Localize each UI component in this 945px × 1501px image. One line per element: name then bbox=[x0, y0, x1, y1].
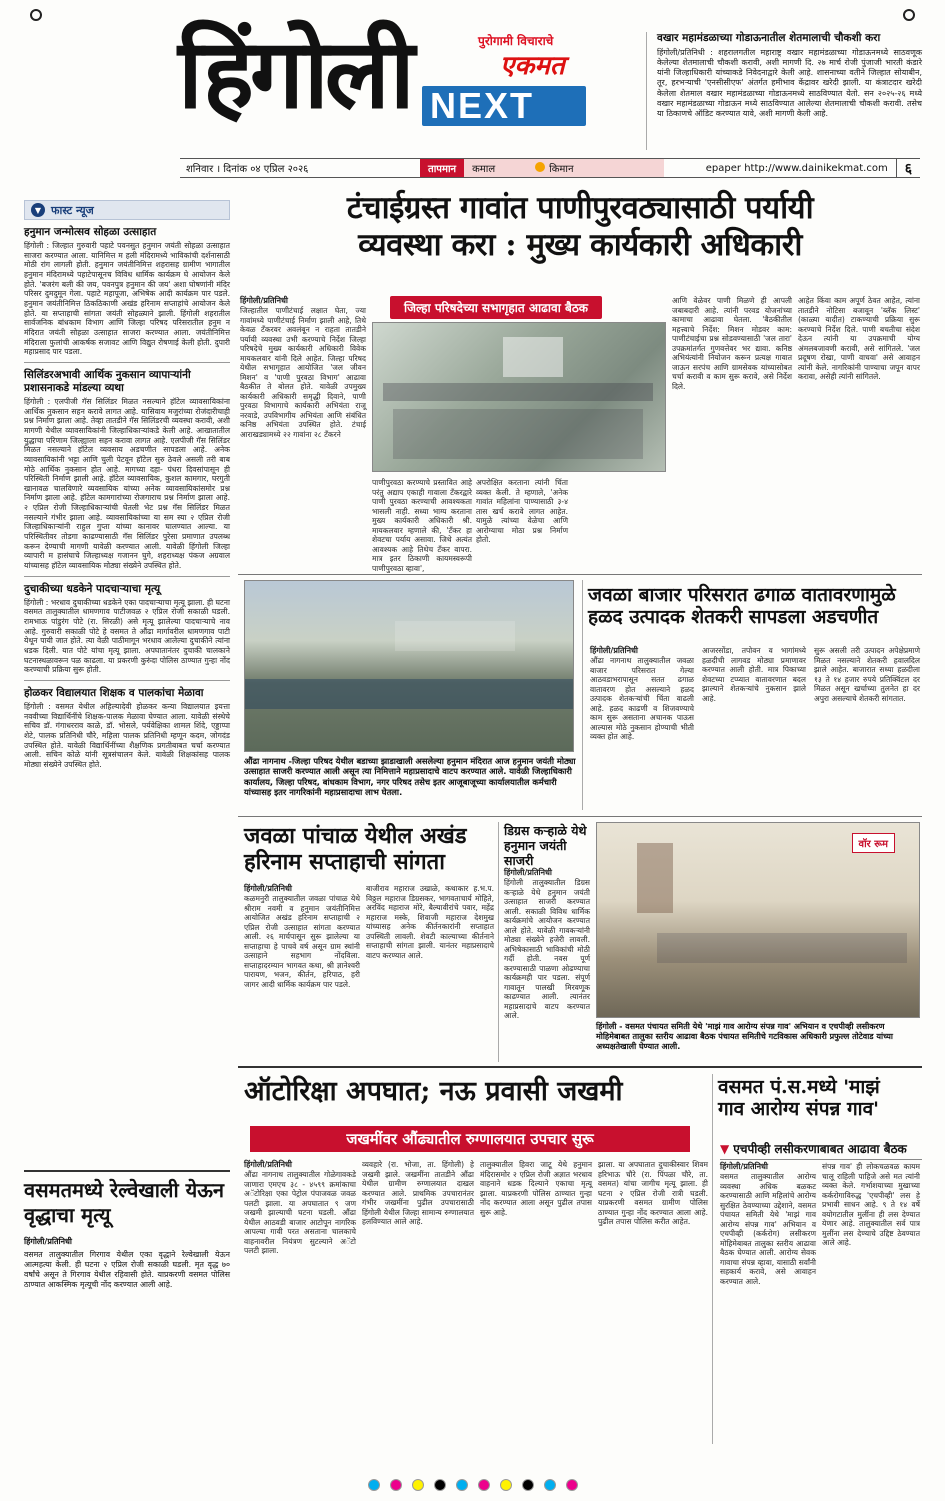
registration-marks bbox=[30, 8, 915, 22]
news-item bbox=[24, 226, 230, 357]
lead-column-2: पाणीपुरवठा करण्याचे प्रस्तावित आहे परंतु अद्याप एकाही गावाला टँकरद्वारे पाणी पुरवठा करण्याची आवश्यकता भासली नाही. सध्या भाग्य करताना मुख्य कार्यकारी अधिकारी श्री. मायकलवार म्हणाले की, 'टँकर हा शेवटचा पर्याय असावा. जिथे अत्यंत आवश्यक आहे तिथेच टँकर वापरा. मात्र इतर ठिकाणी कायमस्वरूपी पाणीपुरवठा व्हावा', bbox=[372, 478, 472, 573]
color-swatch bbox=[566, 1479, 578, 1491]
lead-column-4: आणि वेळेवर पाणी मिळणे ही आपली जबाबदारी आहे. त्यांनी परवड योजनांच्या कामाचा आढावा घेतला. 'बैठकीतील महत्त्वाचे निर्देश: मिशन मोडवर काम: पाणीटंचाईचा प्रश्न सोडवण्यासाठी 'जल तारा' उपक्रमांतर्गत गुणवत्तेवर भर द्यावा. कनिष्ठ अभियंत्यांनी नियोजन करून प्रत्यक्ष गावात जाऊन सरपंच आणि ग्रामसेवक यांच्यासोबत चर्चा करावी व काम सुरू करावे, असे निर्देश दिले. bbox=[672, 296, 792, 391]
digras-column bbox=[504, 868, 590, 1060]
divider bbox=[24, 680, 230, 681]
color-swatch bbox=[390, 1479, 402, 1491]
vasmat-railway-story bbox=[24, 1170, 230, 1290]
lead-strap: जिल्हा परिषदेच्या सभागृहात आढावा बैठक bbox=[390, 296, 602, 319]
news-item-body: हिंगोली : जिल्हात गुरुवारी पहाटे पवनसुत हनुमान जयंती सोहळा उत्साहात साजरा करण्यात आला. यानिमित्त म हली मंदिरामध्ये भाविकांची दर्शनासाठी मोठी रांग लागली होती. हनुमान जयंतीनिमित्त शहरासह ग्रामीण भागातील हनुमान मंदिरामध्ये पहाटेपासूनच विविध धार्मिक कार्यक्रम घे आयोजन केले होते. 'बजरंग बली की जय, पवनपुत्र हनुमान की जय' अशा घोषणांनी मंदिर परिसर दुमदुमून गेला. पहाटे महापूजा, अभिषेक आदी कार्यक्रम पार पडले. हनुमान जयंतीनिमित्त ठिकठिकाणी अखंड हरिनाम सप्ताहांचे आयोजन केले होते. या सप्ताहाची सांगता जयंती सोहळ्याने झाली. हिंगोली शहरातील सार्वजनिक बांधकाम विभाग आणि जिल्हा परिषद परिसरातील हनुम न मंदिरात जयंती सोहळा उत्साहात साजरा करण्यात आला. जयंतीनिमित्त मंदिराला फुलांची आकर्षक सजावट आणि विद्युत रोषणाई केली होती. दुपारी महाप्रसाद पार पडला. bbox=[24, 241, 230, 357]
lead-strap-wrap bbox=[390, 296, 602, 319]
news-item bbox=[24, 369, 230, 571]
page-number: ६ bbox=[896, 159, 920, 178]
divider bbox=[498, 822, 499, 1062]
color-swatch bbox=[368, 1479, 380, 1491]
issue-date: शनिवार । दिनांक ०४ एप्रिल २०२६ bbox=[186, 164, 309, 175]
digras-byline: हिंगोली/प्रतिनिधी bbox=[504, 868, 553, 877]
weather-column-3: सुरू असली तरी उत्पादन अपेक्षेप्रमाणे मिळत नसल्याने शेतकरी हवालदिल झाले आहेत. बाजारात सध्या हळदीला १३ ते १४ हजार रुपये प्रतिक्विंटल दर मिळत असून खर्चाच्या तुलनेत हा दर अपुरा असल्याचे शेतकरी सांगतात. bbox=[814, 646, 920, 703]
auto-accident-headline: ऑटोरिक्षा अपघात; नऊ प्रवासी जखमी bbox=[244, 1076, 623, 1107]
maza-gaon-column-1-text: वसमत तालुक्यातील आरोग्य व्यवस्था अधिक बळकट करण्यासाठी आणि महिलांचे आरोग्य सुरक्षित ठेवण्याच्या उद्देशाने, वसमत पंचायत समिती येथे 'माझं गाव आरोग्य संपन्न गाव' अभियान व एचपीव्ही (कर्करोग) लसीकरण मोहिमेबाबत तालुका स्तरीय आढावा बैठक घेण्यात आली. आरोग्य सेवक गावाचा संपन्न व्हावा, यासाठी सर्वांनी सहकार्य करावे, असे आवाहन करण्यात आले. bbox=[720, 1172, 816, 1286]
maza-gaon-headline-line-1: वसमत पं.स.मध्ये 'माझं bbox=[718, 1076, 880, 1098]
maza-gaon-column-2: संपन्न गाव' ही लोकचळवळ कायम चालू राहिली पाहिजे असे मत त्यांनी व्यक्त केले. गर्भाशयाच्या मुखाच्या कर्करोगाविरुद्ध 'एचपीव्ही' लस हे प्रभावी साधन आहे. ९ ते १४ वर्षे वयोगटातील मुलींना ही लस देण्यात येणार आहे. तालुक्यातील सर्व पात्र मुलींना लस देण्याचे उद्दिष्ट ठेवण्यात आले आहे. bbox=[822, 1162, 920, 1248]
harinam-headline-line-2: हरिनाम सप्ताहाची सांगता bbox=[244, 848, 445, 875]
bullet-icon: ▼ bbox=[720, 1142, 730, 1156]
lead-column-4-overflow bbox=[574, 478, 666, 568]
maza-gaon-strap bbox=[720, 1140, 922, 1160]
color-swatch bbox=[456, 1479, 468, 1491]
top-story-body: हिंगोली/प्रतिनिधी : शहरालगतील महाराष्ट्र वखार महामंडळाच्या गोडाऊनमध्ये साठवणूक केलेल्या शेतमालाची चौकशी करावी, अशी मागणी दि. २७ मार्च रोजी पुंजाजी भारती कंडारे यांनी जिल्हाधिकारी यांच्याकडे निवेदनाद्वारे केली आहे. शासनाच्या वतीने जिल्हात सोयाबीन, तूर, हरभऱ्याची 'एनसीसीएफ' अंतर्गत हमीभाव केंद्रावर खरेदी झाली. या कंत्राटदार खरेदी केलेला शेतमाल वखार महामंडळाच्या गोडाऊनमध्ये साठविण्यात येतो. सन २०२५-२६ मध्ये वखार महामंडळाच्या गोडाऊन मध्ये साठविण्यात आलेल्या शेतमालाची चौकशी करावी. तसेच या ठिकाणचे ऑडिट करण्यात यावे, अशी मागणी केली आहे. bbox=[657, 47, 922, 118]
auto-column-1 bbox=[244, 1160, 356, 1432]
lead-column-3: अपरोक्षित करताना त्यांनी चिंता व्यक्त केली. ते म्हणाले, 'अनेक गावांत महिलांना पाण्यासाठी ३-४ तास खर्च करावे लागत आहेत. यामुळे त्यांच्या वेळेचा आणि आरोग्याचा मोठा प्रश्न निर्माण होतो. bbox=[476, 478, 568, 545]
sun-icon bbox=[535, 162, 545, 172]
maza-gaon-byline: हिंगोली/प्रतिनिधी bbox=[720, 1162, 769, 1171]
digras-headline-line-2: हनुमान जयंती साजरी bbox=[504, 837, 567, 868]
news-item bbox=[24, 583, 230, 675]
auto-column-2: व्यवहारे (रा. भोजा, ता. हिंगोली) हे जखमी झाले. जखमींना तातडीने औंढा येथील ग्रामीण रुग्णालयात दाखल करण्यात आले. प्राथमिक उपचारानंतर गंभीर जखमींना पुढील उपचारासाठी हिंगोली येथील जिल्हा सामान्य रुग्णालयात हलविण्यात आले आहे. bbox=[362, 1160, 474, 1227]
digras-headline-line-1: डिग्रस कऱ्हाळे येथे bbox=[504, 823, 587, 838]
lead-byline: हिंगोली/प्रतिनिधी bbox=[240, 296, 289, 305]
lead-headline-line-2: व्यवस्था करा : मुख्य कार्यकारी अधिकारी bbox=[358, 227, 802, 264]
color-swatch bbox=[434, 1479, 446, 1491]
lead-story bbox=[238, 190, 922, 264]
harinam-headline-line-1: जवळा पांचाळ येथील अखंड bbox=[244, 823, 467, 849]
weather-max: कमाल bbox=[472, 164, 496, 175]
lead-column-1 bbox=[240, 296, 366, 532]
masthead-next-logo: NEXT bbox=[422, 86, 586, 126]
auto-accident-strap: जखमींवर औंढ्यातील रुग्णालयात उपचार सुरू bbox=[250, 1126, 690, 1152]
news-item bbox=[24, 687, 230, 770]
news-item-title: दुचाकीच्या धडकेने पादचाऱ्याचा मृत्यू bbox=[24, 582, 161, 595]
registration-mark-icon bbox=[30, 9, 42, 21]
lead-headline-line-1: टंचाईग्रस्त गावांत पाणीपुरवठ्यासाठी पर्यायी bbox=[346, 190, 814, 226]
weather-headline-line-2: हळद उत्पादक शेतकरी सापडला अडचणीत bbox=[588, 606, 879, 629]
harinam-headline bbox=[244, 824, 504, 876]
lead-column-5: आहेत किंवा काम अपूर्ण ठेवत आहेत, त्यांना तातडीने नोटिसा बजावून 'ब्लॅक लिस्ट' (काळ्या यादीत) टाकण्याची प्रक्रिया सुरू करण्याचे निर्देश दिले. पाणी बचतीचा संदेश देऊन त्यांनी या उपक्रमाची योग्य अंमलबजावणी करावी, असे सांगितले. 'जल प्रदूषण रोखा, पाणी वाचवा' असे आवाहन त्यांनी केले. नागरिकांनी पाण्याचा जपून वापर करावा, असेही त्यांनी सांगितले. bbox=[798, 296, 920, 382]
date-strip bbox=[180, 158, 920, 178]
weather-byline: हिंगोली/प्रतिनिधी bbox=[590, 646, 639, 655]
top-story-title: वखार महामंडळाच्या गोडाऊनातील शेतमालाची चौकशी करा bbox=[657, 32, 881, 44]
divider bbox=[24, 362, 230, 363]
color-swatch bbox=[544, 1479, 556, 1491]
divider bbox=[238, 816, 922, 817]
harinam-byline: हिंगोली/प्रतिनिधी bbox=[244, 884, 293, 893]
weather-column-1 bbox=[590, 646, 694, 810]
news-item-body: हिंगोली : एलपीजी गॅस सिलिंडर मिळत नसल्याने हॉटेल व्यावसायिकांना आर्थिक नुकसान सहन करावे लागत आहे. यासिवाय मजुरांच्या रोजंदारीचाही प्रश्न निर्माण झाला आहे. तेव्हा तातडीने गॅस सिलिंडरची व्यवस्था करावी, अशी मागणी येथील व्यावसायिकांनी जिल्हाधिकाऱ्यांकडे केली आहे. आखातातील युद्धाचा परिणाम जिल्ह्याला सहन करावा लागत आहे. एलपीजी गॅस सिलिंडर मिळत नसल्याने हॉटेल व्यवसाय अडचणीत सापडला आहे. अनेक व्यावसायिकांनी भट्टा आणि चुली पेटवून हॉटेल सुरु ठेवले असली तरी बाब मोठे आर्थिक नुकसान होत आहे. मागच्या दहा- पंधरा दिवसांपासून ही परिस्थिती निर्माण झाली आहे. हॉटेल व्यावसायिक, कुशल कामगार, घरगुती खानावळ चालविणारे व्यवसायिक यांच्या अनेक व्यावसायिकांसमोर प्रश्न निर्माण झाला आहे. हॉटेल कामगारांच्या रोजगाराच प्रश्न निर्माण झाला आहे. २ एप्रिल रोजी जिल्हाधिकाऱ्यांची घेतली भेट प्रश्न गॅस सिलिंडर मिळत नसल्याने गंभीर झाला आहे. व्यावसायिकांच्या या सम स्या २ एप्रिल रोजी जिल्हाधिकाऱ्यांनी राहुल गुप्ता यांच्या कानावर घालण्यात आल्या. या परिस्थितीवर तोडगा काढण्यासाठी गॅस सिलिंडर पुरेसा प्रमाणात उपलब्ध करून देण्याची मागणी यावेळी करण्यात आली. यावेळी हिंगोली जिल्हा व्यापारी म हासंघाचे जिल्हाध्यक्ष गजानन घुगे, शहराध्यक्ष पंकज अग्रवाल यांच्यासह हॉटेल व्यावसायिक मोठ्या संख्येने उपस्थित होते. bbox=[24, 397, 230, 570]
war-room-banner: वॉर रूम bbox=[852, 833, 895, 853]
news-item-title: हनुमान जन्मोत्सव सोहळा उत्साहात bbox=[24, 226, 157, 238]
vasmat-body: वसमत तालुक्यातील गिरगाव येथील एका वृद्धाने रेल्वेखाली येऊन आत्महत्या केली. ही घटना २ एप्रिल रोजी सकाळी घडली. मृत वृद्ध ७० वर्षांचे असून ते गिरगाव येथील रहिवासी होते. याप्रकरणी वसमत पोलिस ठाण्यात आकस्मिक मृत्यूची नोंद करण्यात आली आहे. bbox=[24, 1250, 230, 1289]
vasmat-headline: वसमतमध्ये रेल्वेखाली येऊन वृद्धाचा मृत्यू bbox=[24, 1170, 230, 1228]
auto-column-3: तालुक्यातील हिवरा जाटू येथे हनुमान मंदिरासमोर २ एप्रिल रोजी अज्ञात भरधाव वाहनाने धडक दिल्याने एकाचा मृत्यू झाला. याप्रकरणी पोलिस ठाण्यात गुन्हा नोंद करण्यात आला असून पुढील तपास सुरू आहे. bbox=[480, 1160, 592, 1217]
weather-headline-line-1: जवळा बाजार परिसरात ढगाळ वातावरणामुळे bbox=[588, 584, 896, 606]
color-swatch bbox=[522, 1479, 534, 1491]
news-item-body: हिंगोली : भरधाव दुचाकीच्या धडकेने एका पादचाऱ्याचा मृत्यू झाला. ही घटना वसमत तालुक्यातील धामणगाव पाटीजवळ २ एप्रिल रोजी सकाळी घडली. रामभाऊ पांडुरंग पोटे (रा. सिरळी) असे मृत्यू झालेल्या पादचाऱ्याचे नाव आहे. गुरुवारी सकाळी पोटे हे वसमत ते औंढा मार्गावरील धामणगाव पाटी येथून पायी जात होते. त्या वेळी पाठीमागून भरधाव आलेल्या दुचाकीने त्यांना धडक दिली. यात पोटे यांचा मृत्यू झाला. अपघातानंतर दुचाकी चालकाने घटनास्थळावरून पळ काढला. या प्रकरणी कुरुंदा पोलिस ठाण्यात गुन्हा नोंद करण्याची प्रक्रिया सुरू होती. bbox=[24, 597, 230, 675]
weather-story-headline bbox=[588, 584, 922, 629]
maza-gaon-headline-line-2: गाव आरोग्य संपन्न गाव' bbox=[718, 1098, 879, 1121]
harinam-column-2: बाजीराव महाराज उखाळे, कथाकार ह.भ.प. विठ्ठल महाराज डिग्रसकर, भागवताचार्य मोहिते, अरविंद महाराज मोरे, बैल्यावीरांचे पवार, महेंद्र महाराज मस्के, शिवाजी महाराज देशमुख यांच्यासह अनेक कीर्तनकारांनी सप्ताहात उपस्थिती लावली. शेवटी काल्याच्या कीर्तनाने सप्ताहाची सांगता झाली. यानंतर महाप्रसादाचे वाटप करण्यात आले. bbox=[366, 884, 494, 960]
news-item-body: हिंगोली : वसमत येथील अहिल्यादेवी होळकर कन्या विद्यालयात इयत्ता नववीच्या विद्यार्थिनींचे शिक्षक-पालक मेळावा घेण्यात आला. यावेळी संस्थेचे सचिव डॉ. गंगाधरराव काळे, डॉ. भोसले, पर्यवेक्षिका शामल शिंदे, एड्डाप्पा शेटे, पालक प्रतिनिधी चौरे, महिला पालक प्रतिनिधी म्हणून कदम, जोगदंड उपस्थित होते. यावेळी विद्यार्थिनींच्या शैक्षणिक प्रगतीबाबत चर्चा करण्यात आली. सचिन कोळे यांनी सूत्रसंचालन केले. यावेळी शिक्षकांसह पालक मोठ्या संख्येने उपस्थित होते. bbox=[24, 701, 230, 769]
color-swatch bbox=[478, 1479, 490, 1491]
meeting-photo bbox=[372, 322, 666, 472]
weather-column-1-text: औंढा नागनाथ तालुक्यातील जवळा बाजार परिसरात गेल्या आठवडाभरापासून सतत ढगाळ वातावरण होत असल्याने हळद उत्पादक शेतकऱ्यांची चिंता वाढली आहे. हळद काढणी व शिजवण्याचे काम सुरू असताना अचानक पाऊस आल्यास मोठे नुकसान होण्याची भीती व्यक्त होत आहे. bbox=[590, 656, 694, 742]
harinam-column-1 bbox=[244, 884, 360, 1054]
masthead-title: हिंगोली bbox=[178, 17, 411, 130]
top-story bbox=[646, 32, 922, 150]
weather-column-2: आजरसोंडा, तपोवन व भागांमध्ये हळदीची लागवड मोठ्या प्रमाणावर करण्यात आली होती. मात्र पिकाच्या शेवटच्या टप्प्यात वातावरणात बदल झाल्याने शेतकऱ्यांचे नुकसान झाले आहे. bbox=[702, 646, 806, 703]
weather-min: किमान bbox=[549, 164, 574, 175]
fast-news-header bbox=[24, 200, 230, 220]
divider bbox=[24, 576, 230, 577]
color-swatch bbox=[412, 1479, 424, 1491]
digras-column-text: हिंगोली तालुक्यातील डिग्रस कऱ्हाळे येथे हनुमान जयंती उत्साहात साजरी करण्यात आली. सकाळी विविध धार्मिक कार्यक्रमांचे आयोजन करण्यात आले होते. यावेळी गावकऱ्यांनी मोठ्या संख्येने हजेरी लावली. अभिषेकासाठी भाविकांची मोठी गर्दी होती. नवस पूर्ण करण्यासाठी पाळणा ओढण्याचा कार्यक्रमही पार पडला. संपूर्ण गावातून पालखी मिरवणूक काढण्यात आली. त्यानंतर महाप्रसादाचे वाटप करण्यात आले. bbox=[504, 878, 590, 1021]
registration-mark-icon bbox=[903, 9, 915, 21]
divider bbox=[238, 1066, 922, 1068]
vasmat-byline: हिंगोली/प्रतिनिधी bbox=[24, 1237, 73, 1246]
weather-label: तापमान bbox=[420, 159, 464, 177]
mahaprasad-photo bbox=[244, 580, 574, 752]
maza-gaon-headline bbox=[718, 1076, 922, 1121]
masthead-brand: एकमत bbox=[500, 51, 565, 81]
divider bbox=[712, 1074, 713, 1444]
review-meeting-photo bbox=[596, 822, 920, 1018]
masthead-tagline: पुरोगामी विचाराचे bbox=[478, 34, 554, 48]
weather-values bbox=[464, 159, 664, 177]
news-item-title: सिलिंडरअभावी आर्थिक नुकसान व्यापाऱ्यांनी प्रशासनाकडे मांडल्या व्यथा bbox=[24, 368, 191, 394]
mahaprasad-caption: औंढा नागनाथ -जिल्हा परिषद येथील बडाच्या झाडाखाली असलेल्या हनुमान मंदिरात आज हनुमान जयंती मोठ्या उत्साहात साजरी करण्यात आली असून त्या निमित्ताने महाप्रसादाचे वाटप करण्यात आले. यावेळी जिल्हाधिकारी कार्यालय, जिल्हा परिषद, बांधकाम विभाग, नगर परिषद तसेच इतर आजूबाजूच्या कार्यालयातील कर्मचारी यांच्यासह इतर नागरिकांनी महाप्रसादाचा लाभ घेतला. bbox=[244, 756, 576, 798]
epaper-link[interactable]: epaper http://www.dainikekmat.com bbox=[705, 162, 888, 174]
lead-column-1-text: जिल्हातील पाणीटंचाई लक्षात घेता, ज्या गावांमध्ये पाणीटंचाई निर्माण झाली आहे, तिथे केवळ टँकरवर अवलंबून न राहता तातडीने पर्यायी व्यवस्था उभी करण्याचे निर्देश जिल्हा परिषदेचे मुख्य कार्यकारी अधिकारी विवेक मायकलवार यांनी दिले आहेत. जिल्हा परिषद येथील सभागृहात आयोजित 'जल जीवन मिशन' व 'पाणी पुरवठा विभाग' आढावा बैठकीत ते बोलत होते. यावेळी उपमुख्य कार्यकारी अधिकारी समृद्धी दिवाने, पाणी पुरवठा विभागाचे कार्यकारी अभियंता राजू नरवाडे, उपविभागीय अभियंता आणि संबंधित कनिष्ठ अभियंता उपस्थित होते. टंचाई आराखड्यामध्ये २२ गावांना २८ टँकरने bbox=[240, 306, 366, 439]
review-meeting-caption: हिंगोली - वसमत पंचायत समिती येथे 'माझं गाव आरोग्य संपन्न गाव' अभियान व एचपीव्ही लसीकरण मोहिमेबाबत तालुका स्तरीय आढावा बैठक पंचायत समितीचे गटविकास अधिकारी प्रफुल्ल तोटेवाड यांच्या अध्यक्षतेखाली घेण्यात आली. bbox=[596, 1022, 893, 1051]
chevron-down-icon: ▼ bbox=[31, 203, 45, 217]
digras-headline bbox=[504, 824, 590, 868]
maza-gaon-strap-text: एचपीव्ही लसीकरणाबाबत आढावा बैठक bbox=[733, 1142, 907, 1156]
divider bbox=[238, 574, 922, 575]
fast-news-label: फास्ट न्यूज bbox=[51, 203, 94, 217]
news-item-title: होळकर विद्यालयात शिक्षक व पालकांचा मेळावा bbox=[24, 686, 204, 699]
weather-min-wrap bbox=[535, 161, 573, 175]
harinam-column-1-text: कळमनुरी तालुक्यातील जवळा पांचाळ येथे श्रीराम नवमी व हनुमान जयंतीनिमित्त आयोजित अखंड हरिनाम सप्ताहाची २ एप्रिल रोजी उत्साहात सांगता करण्यात आली. २६ मार्चपासून सुरू झालेल्या या सप्ताहाचा हे पाचवे वर्ष असून ग्राम स्थांनी उत्साहाने सहभाग नोंदविला. सप्ताहादरम्यान भागवत कथा, श्री ज्ञानेश्वरी पारायण, भजन, कीर्तन, हरिपाठ, हरी जागर आदी धार्मिक कार्यक्रम पार पडले. bbox=[244, 894, 360, 989]
auto-column-4: झाला. या अपघातात दुचाकीस्वार शिवम हरिभाऊ चौरे (रा. पिंपळा चौरे, ता. वसमत) यांचा जागीच मृत्यू झाला. ही घटना २ एप्रिल रोजी रात्री घडली. याप्रकरणी वसमत ग्रामीण पोलिस ठाण्यात गुन्हा नोंद करण्यात आला आहे. पुढील तपास पोलिस करीत आहेत. bbox=[598, 1160, 708, 1227]
divider bbox=[582, 580, 583, 810]
auto-column-1-text: औंढा नागनाथ तालुक्यातील गोळेगावकडे जाणारा एमएच ३८ - ४५९९ क्रमांकाचा अॅटोरिक्षा एका पेट्रोल पंपाजवळ जवळ पलटी झाला. या अपघातात ९ जण जखमी झाल्याची घटना घडली. औंढा येथील आठवडी बाजार आटोपून नागरिक आपल्या गावी परत असताना चालकाचे वाहनावरील नियंत्रण सुटल्याने अॅटो पलटी झाला. bbox=[244, 1170, 356, 1256]
auto-byline: हिंगोली/प्रतिनिधी bbox=[244, 1160, 293, 1169]
color-registration-strip bbox=[0, 1477, 945, 1493]
color-swatch bbox=[500, 1479, 512, 1491]
masthead bbox=[0, 0, 945, 160]
maza-gaon-column-1 bbox=[720, 1162, 816, 1434]
